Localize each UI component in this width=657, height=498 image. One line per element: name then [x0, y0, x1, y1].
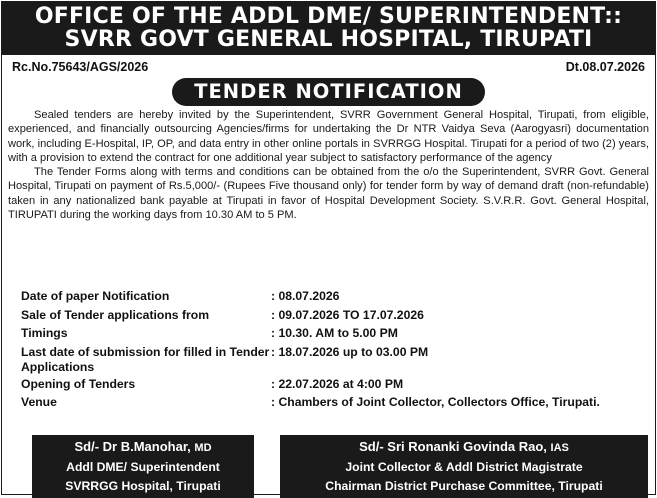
reference-number: Rc.No.75643/AGS/2026	[12, 60, 149, 74]
notice-body	[8, 108, 649, 222]
tender-notice	[1, 1, 656, 495]
signatory-office: Chairman District Purchase Committee, Tirupati	[325, 479, 603, 493]
detail-value: : 18.07.2026 up to 03.00 PM	[271, 344, 429, 359]
sd-prefix: Sd/-	[74, 439, 100, 454]
detail-value: : 22.07.2026 at 4:00 PM	[271, 376, 404, 391]
title-wrap	[2, 78, 655, 106]
reference-row	[12, 60, 645, 74]
schedule-details	[21, 287, 649, 412]
signatory-name	[32, 437, 254, 458]
detail-label: Date of paper Notification	[21, 289, 170, 303]
signatory-degree: IAS	[550, 442, 569, 454]
detail-row	[21, 306, 649, 325]
signatory-person: Sri Ronanki Govinda Rao,	[387, 439, 547, 454]
signatory-left	[32, 435, 254, 498]
invitation-paragraph: Sealed tenders are hereby invited by the Superintendent, SVRR Government General Hospital, Tirupati, from eligible, experienced, and financially outsourcing Agencies/firms for undertaking the Dr NTR Vaidya Seva (Aarogyasri) documentation work, including E-Hospital, IP, OP, and data entry in other online portals in SVRRGG Hospital. Tirupati for a period of two (2) years, with a provision to extend the contract for one additional year subject to satisfactory performance of the agency	[8, 109, 649, 164]
tender-form-paragraph: The Tender Forms along with terms and conditions can be obtained from the o/o the Superintendent, SVRR Govt. General Hospital, Tirupati on payment of Rs.5,000/- (Rupees Five thousand only) for tender form by way of demand draft (non-refundable) taken in any nationalized bank payable at Tirupati in favor of Hospital Development Society. S.V.R.R. Govt. General Hospital, TIRUPATI during the working days from 10.30 AM to 5 PM.	[8, 166, 649, 222]
signatory-person: Dr B.Manohar,	[102, 439, 191, 454]
signatory-right	[280, 435, 648, 498]
signatory-name	[280, 437, 648, 458]
detail-value: : 08.07.2026	[271, 289, 340, 303]
detail-label: Venue	[21, 395, 57, 410]
signatory-degree: MD	[194, 442, 212, 454]
detail-row	[21, 324, 649, 343]
detail-label: Opening of Tenders	[21, 376, 136, 391]
signatory-designation: Joint Collector & Addl District Magistrate	[345, 460, 583, 474]
detail-label: Sale of Tender applications from	[21, 307, 210, 322]
detail-label: Timings	[21, 326, 68, 341]
detail-row	[21, 287, 649, 306]
signatory-designation: Addl DME/ Superintendent	[66, 460, 220, 474]
office-header	[2, 2, 655, 55]
detail-row	[21, 343, 649, 375]
detail-value: : 10.30. AM to 5.00 PM	[271, 326, 398, 341]
detail-value: : 09.07.2026 TO 17.07.2026	[271, 307, 424, 322]
detail-row	[21, 375, 649, 394]
detail-label: Last date of submission for filled in Tender Applications	[21, 344, 270, 374]
signatory-office: SVRRGG Hospital, Tirupati	[65, 479, 221, 493]
notice-date: Dt.08.07.2026	[565, 60, 645, 74]
notice-title: TENDER NOTIFICATION	[172, 78, 485, 106]
detail-value: : Chambers of Joint Collector, Collectors Office, Tirupati.	[271, 395, 600, 410]
hospital-title: SVRR GOVT GENERAL HOSPITAL, TIRUPATI	[64, 27, 593, 52]
detail-row	[21, 393, 649, 412]
sd-prefix: Sd/-	[359, 439, 384, 454]
office-title: OFFICE OF THE ADDL DME/ SUPERINTENDENT::	[34, 4, 623, 29]
